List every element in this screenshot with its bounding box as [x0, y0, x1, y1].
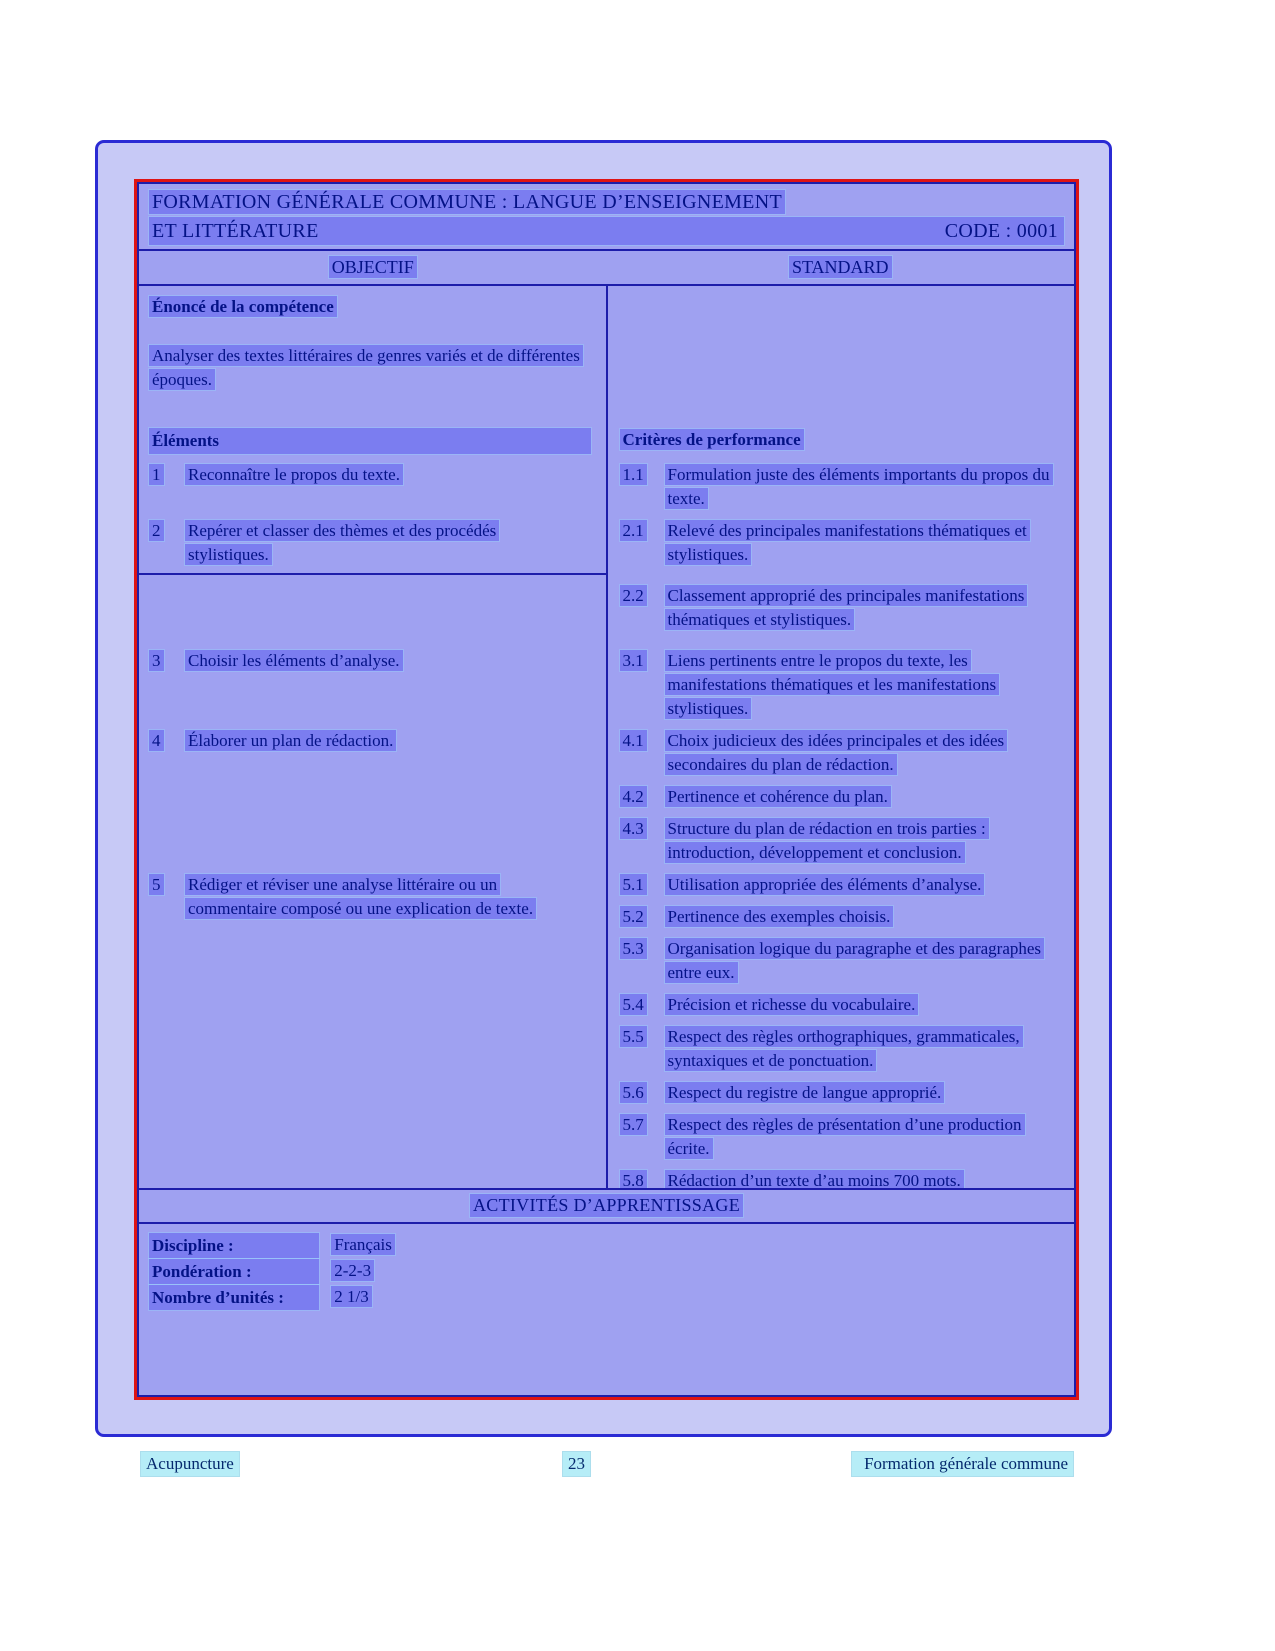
enonce-text: Analyser des textes littéraires de genres variés et de différentes époques.: [149, 345, 583, 390]
standard-criterion: [620, 649, 1065, 721]
footer-left-text: Acupuncture: [141, 1452, 239, 1476]
code-label: CODE : 0001: [944, 220, 1058, 242]
document-header: [139, 184, 1074, 251]
standard-criterion: [620, 1081, 1065, 1105]
criterion-number: 4.2: [620, 786, 647, 807]
elements-heading: Éléments: [149, 428, 591, 454]
criterion-number: 3.1: [620, 650, 647, 671]
criterion-number: 5.7: [620, 1114, 647, 1135]
elements-heading-row: [149, 428, 591, 454]
title-text-2: ET LITTÉRATURE: [152, 220, 319, 242]
criterion-text: Respect du registre de langue approprié.: [665, 1082, 945, 1103]
column-divider: [606, 286, 608, 1188]
detail-value: Français: [331, 1234, 395, 1255]
criterion-text: Formulation juste des éléments importants du propos du texte.: [665, 464, 1053, 509]
element-text: Reconnaître le propos du texte.: [185, 464, 403, 485]
criterion-text: Structure du plan de rédaction en trois parties : introduction, développement et conclusion.: [665, 818, 989, 863]
standard-criterion: [620, 1169, 1065, 1188]
page-footer: [133, 1452, 1079, 1478]
element-text: Élaborer un plan de rédaction.: [185, 730, 396, 751]
standard-criterion: [620, 584, 1065, 632]
detail-value: 2-2-3: [331, 1260, 374, 1281]
criterion-text: Précision et richesse du vocabulaire.: [665, 994, 919, 1015]
criterion-number: 1.1: [620, 464, 647, 485]
criterion-number: 5.6: [620, 1082, 647, 1103]
activites-heading: ACTIVITÉS D’APPRENTISSAGE: [470, 1194, 743, 1217]
element-number: 2: [149, 520, 164, 541]
detail-label: Pondération :: [149, 1259, 319, 1284]
details-section: [139, 1224, 1074, 1395]
page-number: 23: [563, 1452, 590, 1476]
criterion-number: 4.1: [620, 730, 647, 751]
element-text: Choisir les éléments d’analyse.: [185, 650, 403, 671]
enonce-heading-row: [149, 295, 591, 319]
criteres-heading: Critères de performance: [620, 429, 804, 450]
standard-criterion: [620, 729, 1065, 777]
criterion-text: Utilisation appropriée des éléments d’analyse.: [665, 874, 985, 895]
objectif-element: [149, 873, 591, 921]
table-frame: [134, 179, 1079, 1400]
criterion-number: 5.5: [620, 1026, 647, 1047]
column-headers: [139, 251, 1074, 286]
table-body: [139, 286, 1074, 1188]
standard-criterion: [620, 785, 1065, 809]
detail-row-discipline: [149, 1233, 1064, 1258]
footer-right-text: Formation générale commune: [852, 1452, 1073, 1476]
activites-banner: [139, 1188, 1074, 1225]
element-number: 1: [149, 464, 164, 485]
standard-criterion: [620, 817, 1065, 865]
element-text: Repérer et classer des thèmes et des procédés stylistiques.: [185, 520, 499, 565]
title-text: FORMATION GÉNÉRALE COMMUNE : LANGUE D’ENSEIGNEMENT: [149, 190, 785, 214]
criterion-text: Classement approprié des principales manifestations thématiques et stylistiques.: [665, 585, 1028, 630]
element-number: 4: [149, 730, 164, 751]
standard-header-label: STANDARD: [789, 256, 892, 278]
column-header-objectif: [139, 257, 607, 278]
standard-criterion: [620, 937, 1065, 985]
criterion-text: Choix judicieux des idées principales et des idées secondaires du plan de rédaction.: [665, 730, 1008, 775]
criterion-text: Respect des règles de présentation d’une production écrite.: [665, 1114, 1025, 1159]
enonce-heading: Énoncé de la compétence: [149, 296, 337, 317]
standard-criterion: [620, 1113, 1065, 1161]
objectif-element: [149, 729, 591, 753]
criterion-number: 5.2: [620, 906, 647, 927]
criterion-text: Pertinence des exemples choisis.: [665, 906, 894, 927]
objectif-element: [149, 519, 591, 567]
criterion-number: 2.1: [620, 520, 647, 541]
column-header-standard: [607, 257, 1075, 278]
content-panel: [95, 140, 1112, 1437]
criteres-heading-row: [620, 428, 1065, 452]
standard-criterion: [620, 519, 1065, 567]
criterion-text: Pertinence et cohérence du plan.: [665, 786, 891, 807]
standard-criterion: [620, 873, 1065, 897]
criterion-number: 2.2: [620, 585, 647, 606]
criterion-number: 5.4: [620, 994, 647, 1015]
criterion-text: Respect des règles orthographiques, grammaticales, syntaxiques et de ponctuation.: [665, 1026, 1023, 1071]
criterion-text: Organisation logique du paragraphe et des paragraphes entre eux.: [665, 938, 1045, 983]
criterion-text: Rédaction d’un texte d’au moins 700 mots.: [665, 1170, 964, 1188]
title-line-2: [149, 217, 1064, 245]
element-number: 3: [149, 650, 164, 671]
detail-row-unites: [149, 1285, 1064, 1310]
criterion-number: 5.1: [620, 874, 647, 895]
criterion-text: Relevé des principales manifestations thématiques et stylistiques.: [665, 520, 1030, 565]
standard-criterion: [620, 1025, 1065, 1073]
program-table: [137, 182, 1076, 1397]
objectif-header-label: OBJECTIF: [329, 256, 417, 278]
title-line-1: [149, 189, 1064, 215]
detail-label: Discipline :: [149, 1233, 319, 1258]
objectif-element: [149, 463, 591, 487]
detail-value: 2 1/3: [331, 1286, 371, 1307]
detail-row-ponderation: [149, 1259, 1064, 1284]
standard-criterion: [620, 463, 1065, 511]
criterion-number: 5.3: [620, 938, 647, 959]
enonce-text-row: [149, 344, 591, 392]
detail-label: Nombre d’unités :: [149, 1285, 319, 1310]
objectif-element: [149, 649, 591, 673]
standard-criterion: [620, 993, 1065, 1017]
element-number: 5: [149, 874, 164, 895]
element-text: Rédiger et réviser une analyse littéraire ou un commentaire composé ou une explication de texte.: [185, 874, 536, 919]
criterion-number: 4.3: [620, 818, 647, 839]
criterion-text: Liens pertinents entre le propos du texte, les manifestations thématiques et les manifestations stylistiques.: [665, 650, 1000, 719]
criterion-number: 5.8: [620, 1170, 647, 1188]
standard-criterion: [620, 905, 1065, 929]
title-code-bar: [149, 217, 1064, 245]
